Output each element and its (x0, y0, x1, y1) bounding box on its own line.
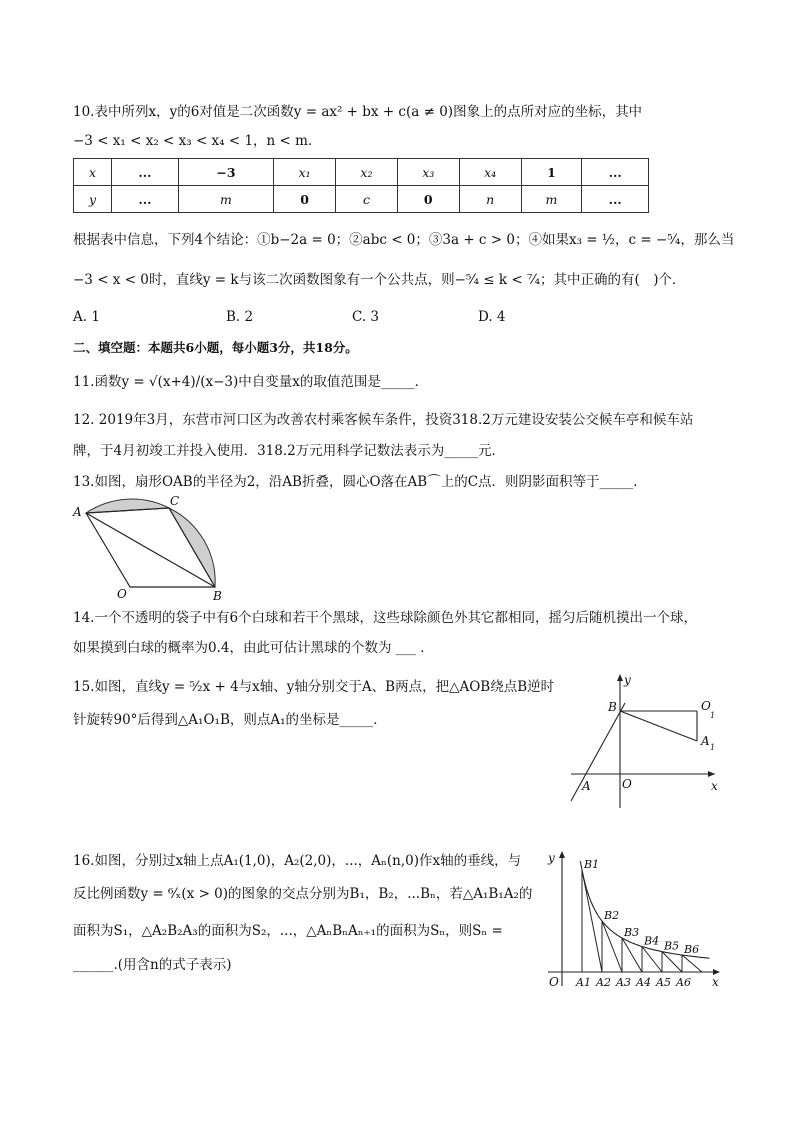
option-d: D. 4 (478, 309, 506, 325)
label-a6: A6 (676, 976, 691, 989)
table-cell: −3 (178, 159, 273, 186)
label-a2: A2 (596, 976, 611, 989)
table-cell: m (178, 186, 273, 213)
label-o: O (117, 587, 127, 601)
label-a: A (73, 505, 82, 519)
q14-line2: 如果摸到白球的概率为0.4，由此可估计黑球的个数为 ___ ． (73, 640, 434, 656)
q15-coordinate-figure (565, 668, 725, 810)
table-cell: x (74, 159, 112, 186)
label-b: B (608, 700, 617, 714)
table-cell: 1 (521, 159, 582, 186)
table-cell: c (336, 186, 398, 213)
option-a: A. 1 (73, 309, 100, 325)
q16-line4: ______.(用含n的式子表示) (73, 957, 232, 973)
table-row (74, 159, 649, 186)
table-row (74, 186, 649, 213)
label-o: O (549, 975, 559, 989)
table-cell: m (521, 186, 582, 213)
q14-line1: 14.一个不透明的袋子中有6个白球和若干个黑球，这些球除颜色外其它都相同，摇匀后随机摸出一个球， (73, 610, 698, 626)
label-a1: A (701, 734, 710, 748)
label-b4: B4 (644, 934, 660, 948)
label-b: B (213, 589, 222, 603)
triangle-edge (602, 921, 622, 972)
table-cell: ... (582, 186, 649, 213)
table-cell: ... (112, 186, 179, 213)
q10-line3: 根据表中信息，下列4个结论：①b−2a = 0；②abc < 0；③3a + c > 0；④如果x₃ = ½，c = −⁵⁄₄，那么当 (73, 232, 735, 248)
label-b2: B2 (604, 909, 620, 922)
q10-line1: 10.表中所列x，y的6对值是二次函数y = ax² + bx + c(a ≠ 0)图象上的点所对应的坐标，其中 (73, 104, 643, 120)
label-b1: B1 (584, 858, 600, 871)
table-cell: x₂ (336, 159, 398, 186)
label-a1-sub: 1 (710, 743, 716, 752)
q16-line2: 反比例函数y = ⁶⁄ₓ(x > 0)的图象的交点分别为B₁，B₂，...Bₙ，若△A₁B₁A₂的 (73, 886, 533, 902)
axis-y-label: y (624, 673, 631, 687)
label-a3: A3 (616, 976, 631, 989)
label-b5: B5 (664, 939, 680, 953)
label-c: C (170, 494, 180, 508)
q10-line4: −3 < x < 0时，直线y = k与该二次函数图象有一个公共点，则−⁵⁄₄ ≤ k < ⁷⁄₄；其中正确的有( )个． (73, 272, 686, 288)
axis-x-label: x (712, 975, 719, 989)
label-o1-sub: 1 (710, 711, 716, 720)
table-cell: 0 (274, 186, 336, 213)
q16-line3: 面积为S₁，△A₂B₂A₃的面积为S₂，...，△AₙBₙAₙ₊₁的面积为Sₙ，则Sₙ = (73, 923, 503, 939)
table-cell: x₃ (397, 159, 459, 186)
axis-x-label: x (711, 779, 718, 793)
option-b: B. 2 (226, 309, 254, 325)
q13-sector-figure (70, 496, 240, 602)
q13-line1: 13.如图，扇形OAB的半径为2，沿AB折叠，圆心O落在AB⌒上的C点．则阴影面积等于_____． (73, 474, 647, 490)
table-cell: x₄ (459, 159, 521, 186)
q11-line: 11.函数y = √(x+4)/(x−3)中自变量x的取值范围是_____． (73, 374, 429, 390)
label-a1: A1 (576, 976, 591, 989)
label-a: A (582, 779, 591, 793)
q10-line2: −3 < x₁ < x₂ < x₃ < x₄ < 1，n < m． (73, 133, 322, 149)
table-cell: ... (582, 159, 649, 186)
table-cell: ... (112, 159, 179, 186)
table-cell: x₁ (274, 159, 336, 186)
label-o: O (622, 777, 632, 791)
q16-a-labels (575, 976, 691, 989)
axis-y-label: y (548, 851, 555, 865)
q10-value-table (73, 158, 649, 213)
q15-line2: 针旋转90°后得到△A₁O₁B，则点A₁的坐标是_____． (73, 712, 387, 728)
triangle-edge (642, 947, 662, 973)
label-b3: B3 (624, 926, 640, 939)
label-b6: B6 (684, 943, 700, 956)
q12-line2: 牌，于4月初竣工并投入使用．318.2万元用科学记数法表示为_____元． (73, 443, 505, 459)
section-heading: 二、填空题：本题共6小题，每小题3分，共18分。 (73, 340, 358, 355)
label-a4: A4 (636, 976, 651, 989)
q16-b-labels (583, 858, 699, 956)
q16-line1: 16.如图，分别过x轴上点A₁(1,0)，A₂(2,0)，...，Aₙ(n,0)作x轴的垂线，与 (73, 853, 522, 869)
q16-hyperbola-figure (540, 848, 730, 993)
label-o1: O (701, 699, 711, 713)
table-cell: y (74, 186, 112, 213)
triangle-edge (582, 870, 602, 972)
q15-line1: 15.如图，直线y = ⁵⁄₂x + 4与x轴、y轴分别交于A、B两点，把△AOB绕点B逆时 (73, 679, 555, 695)
table-cell: n (459, 186, 521, 213)
q12-line1: 12. 2019年3月，东营市河口区为改善农村乘客候车条件，投资318.2万元建设安装公交候车亭和候车站 (73, 412, 694, 428)
label-a5: A5 (656, 976, 671, 989)
table-cell: 0 (397, 186, 459, 213)
option-c: C. 3 (352, 309, 380, 325)
